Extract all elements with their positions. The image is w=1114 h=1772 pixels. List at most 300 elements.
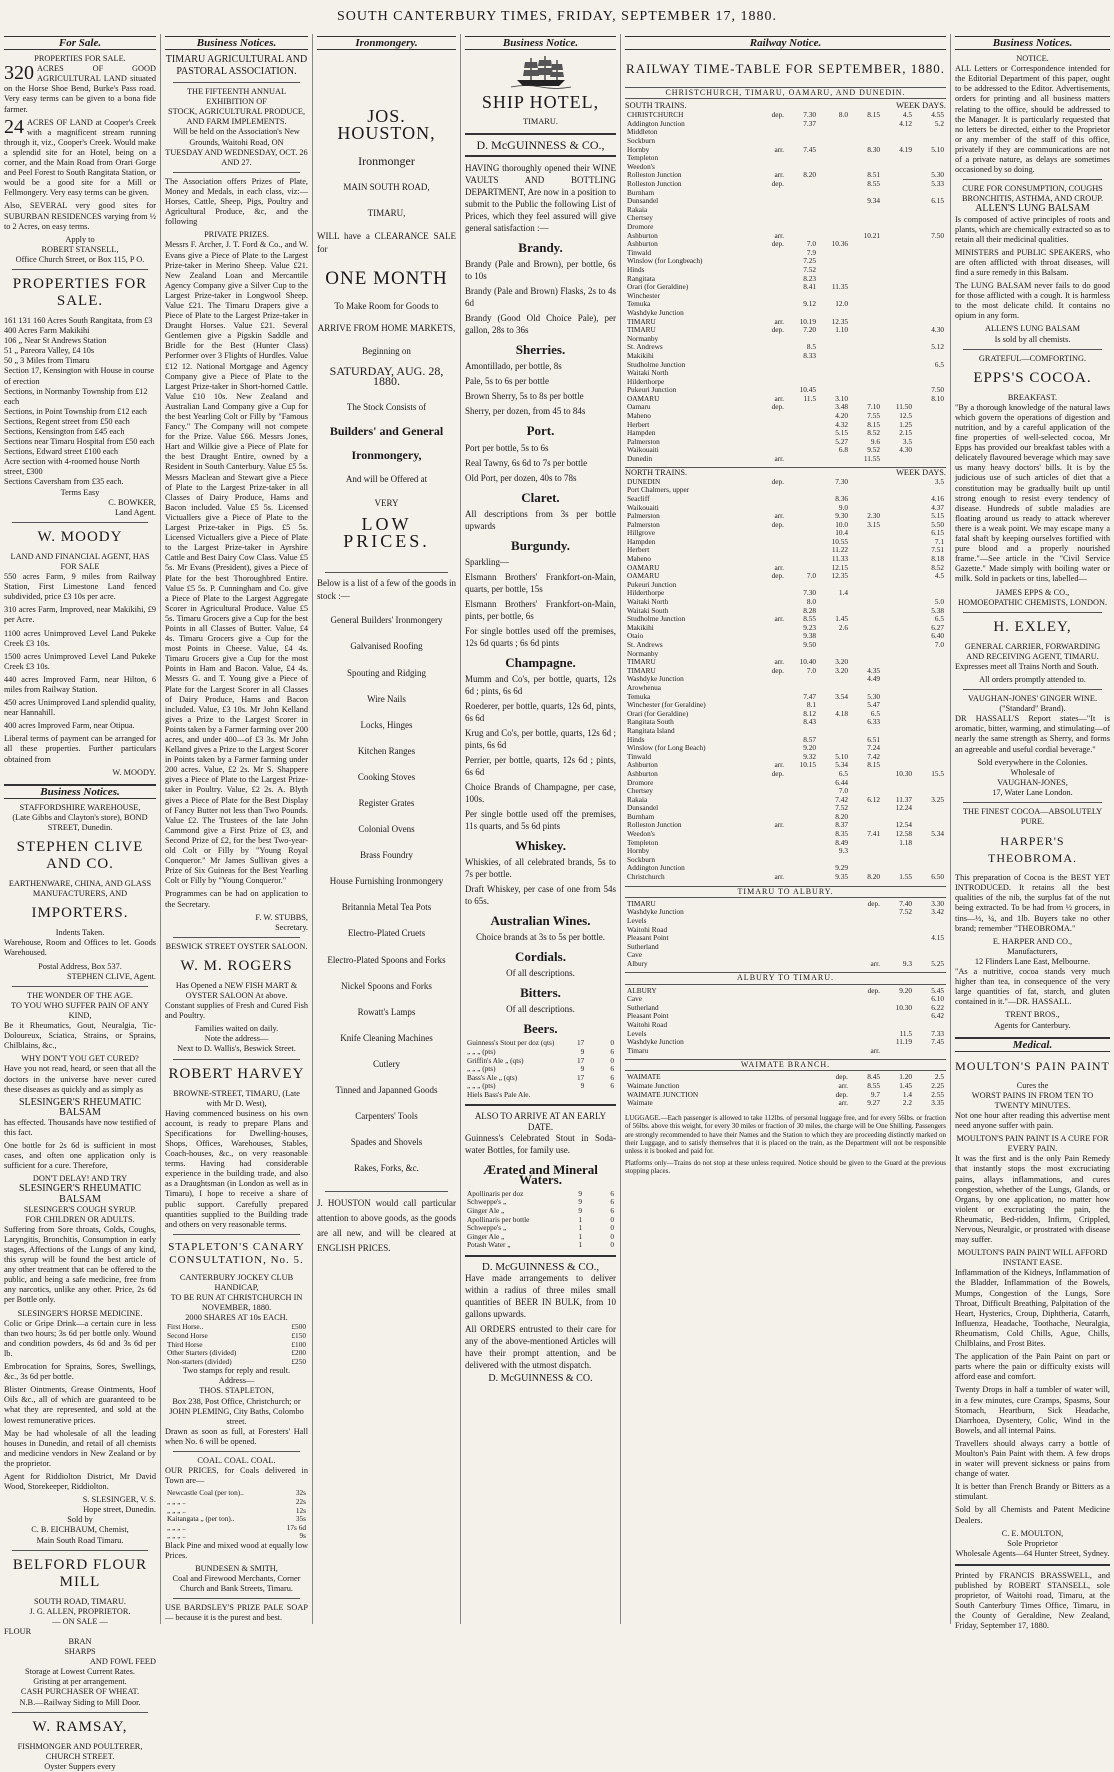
ad-signature: BUNDESEN & SMITH, xyxy=(195,1564,278,1574)
time-cell xyxy=(754,352,786,361)
ad-title: COAL. COAL. COAL. xyxy=(197,1456,276,1466)
time-cell xyxy=(882,504,914,513)
ad-text: Embrocation for Sprains, Sores, Swellings, &c., 3s 6d per bottle. xyxy=(4,1362,156,1382)
timetable-row xyxy=(625,727,946,736)
time-cell xyxy=(914,804,946,813)
timetable-row xyxy=(625,369,946,378)
timetable-row xyxy=(625,589,946,598)
ad-text: AND FOWL FEED xyxy=(89,1657,156,1667)
time-cell xyxy=(754,856,786,865)
beer-price-table xyxy=(465,1039,616,1099)
time-cell: 4.30 xyxy=(899,445,912,455)
masthead: SOUTH CANTERBURY TIMES, FRIDAY, SEPTEMBER 17, 1880. xyxy=(337,9,777,24)
ad-text: Black Pine and mixed wood at equally low Prices. xyxy=(165,1540,308,1560)
time-cell: 3.5 xyxy=(934,476,944,486)
column-railway xyxy=(620,34,950,1624)
time-cell xyxy=(914,727,946,736)
timetable-row xyxy=(625,120,946,129)
column-for-sale xyxy=(0,34,160,1771)
time-cell xyxy=(786,504,818,513)
list-item: For single bottles used off the premises, 12s 6d quarts ; 6s 6d pints xyxy=(465,625,616,648)
time-cell xyxy=(850,206,882,215)
ad-text: Apply to xyxy=(65,234,95,244)
time-cell: arr. xyxy=(838,1098,848,1108)
timetable-row xyxy=(625,529,946,538)
albury-timaru-table xyxy=(625,987,946,1056)
time-cell xyxy=(882,943,914,952)
time-cell: dep. xyxy=(771,179,784,189)
time-cell: 7.33 xyxy=(931,1028,944,1038)
time-cell xyxy=(914,701,946,710)
time-cell xyxy=(786,856,818,865)
time-cell xyxy=(882,615,914,624)
time-cell xyxy=(882,266,914,275)
time-cell: 8.49 xyxy=(835,837,848,847)
time-cell xyxy=(914,266,946,275)
time-cell: dep. xyxy=(835,1072,848,1082)
station-name: Hampden xyxy=(627,536,656,546)
timetable-row xyxy=(625,839,946,848)
time-cell xyxy=(754,275,786,284)
timetable-row xyxy=(625,318,946,327)
time-cell xyxy=(882,283,914,292)
time-cell xyxy=(850,128,882,137)
platforms-notice: Platforms only—Trains do not stop at these unless required. Notice should be given to the Guard at the previous stopping places. xyxy=(625,1158,946,1176)
property-list xyxy=(4,316,156,488)
table-row: Ginger Ale „ 9 6 xyxy=(467,1206,614,1216)
time-cell xyxy=(882,378,914,387)
list-item: Roederer, per bottle, quarts, 12s 6d, pints, 6s 6d xyxy=(465,700,616,723)
timetable-row xyxy=(625,598,946,607)
station-name: Pleasant Point xyxy=(627,933,669,943)
ad-text: Storage at Lowest Current Rates. xyxy=(25,1667,135,1677)
time-cell xyxy=(850,240,882,249)
time-cell xyxy=(914,438,946,447)
timetable-row xyxy=(625,960,946,969)
ad-subtitle: Ironmongery, xyxy=(351,448,422,463)
list-item: Tinned and Japanned Goods xyxy=(335,1085,438,1095)
time-cell xyxy=(818,369,850,378)
time-cell xyxy=(818,266,850,275)
station-name: Timaru xyxy=(627,1045,649,1055)
time-cell xyxy=(786,555,818,564)
timetable-row xyxy=(625,1047,946,1056)
time-cell xyxy=(786,796,818,805)
timetable-row xyxy=(625,214,946,223)
list-item: Sections Caversham from £35 each. xyxy=(4,477,124,487)
list-item: Of all descriptions. xyxy=(506,968,575,979)
time-cell xyxy=(818,223,850,232)
list-item: Sections, in Point Township from £12 each xyxy=(4,406,147,416)
time-cell xyxy=(882,300,914,309)
station-name: Templeton xyxy=(627,837,659,847)
time-cell: dep. xyxy=(771,519,784,529)
ad-subtitle: FISHMONGER AND POULTERER, CHURCH STREET. xyxy=(17,1741,143,1761)
timetable-row xyxy=(625,189,946,198)
time-cell: 8.28 xyxy=(803,605,816,615)
time-cell: 8.55 xyxy=(867,1081,880,1090)
list-item: Electro-Plated Spoons and Forks xyxy=(327,954,446,965)
list-item: Whiskies, of all celebrated brands, 5s to 7s per bottle. xyxy=(465,856,616,879)
section-title: Claret. xyxy=(521,489,560,505)
list-item: Locks, Hinges xyxy=(360,719,413,730)
time-cell xyxy=(754,779,786,788)
time-cell xyxy=(754,718,786,727)
time-cell: 6.50 xyxy=(931,872,944,882)
table-row: Newcastle Coal (per ton).. 32s xyxy=(167,1488,306,1498)
list-item: 1100 acres Unimproved Level Land Pukeke Creek £3 10s. xyxy=(4,628,156,648)
time-cell xyxy=(786,446,818,455)
station-name: Tinwald xyxy=(627,247,652,257)
ad-signature: F. W. STUBBS, xyxy=(255,912,308,922)
time-cell xyxy=(882,934,914,943)
time-cell: 7.52 xyxy=(899,907,912,917)
time-cell: 8.30 xyxy=(867,144,880,154)
time-cell: 7.25 xyxy=(803,256,816,266)
ad-title: ROBERT HARVEY xyxy=(168,1065,305,1082)
time-cell: 6.22 xyxy=(931,1002,944,1012)
timetable-row xyxy=(625,555,946,564)
time-cell xyxy=(850,624,882,633)
time-cell xyxy=(786,675,818,684)
time-cell: 5.30 xyxy=(867,691,880,701)
time-cell xyxy=(818,343,850,352)
time-cell: arr. xyxy=(774,872,784,882)
ad-text: Is sold by all chemists. xyxy=(994,334,1071,344)
section-heading: Business Notices. xyxy=(4,784,156,799)
station-name: OAMARU xyxy=(627,562,660,572)
ad-text: Messrs F. Archer, J. T. Ford & Co., and W. Evans give a Piece of Plate to the Largest Prize-taker in Merino Sheep. Value £21. New Zealand Loan and Mercantile Agency Company give a Silver Cup to the Largest Prize-taker in Longwool Sheep. Value £21. The Timaru Drapers give a Piece of Plate to the Largest Prize-taker in Draught Horses. Value £21. Several Gentlemen give a Pigskin Saddle and Bridle for the Best (Hunter Class) Performer over 3 Flights of Hurdles. Value £12 12. National Mortgage and Agency Company give a Piece of Plate to the Largest Prize-taker in Short-horned Cattle. Value £10 10s. New Zealand and Australian Land Company give a Cup for the best Yearling Colt or Filly by "Famous Fancy." The Company will not compete for the Prize. Value £66. Messrs Jones, Hart and Wilkie give a Piece of Plate for the best Draught Entire, owned by a Resident in South Canterbury. Value £5 5s. Messrs Maclean and Stewart give a Piece of Plate to the Largest Prize-taker in all Classes of Dairy Produce, Hams and Bacon included. Value £5 5s. Licensed Victuallers give a Piece of Plate to the Largest Prize-taker in Pigs. £5 5s. Licensed Victuallers give a Piece of Plate to the Largest Prize-taker in Ayrshire Cattle and Best Dairy Cow Class. Value £5 5s. Mr Evans (President), gives a Piece of Plate for the best Thoroughbred Entire. Value £5 5s. P. Cunningham and Co. give a Piece of Plate to the Largest Aggregate Scorer in Agricultural Produce. Value £5 5s. Timaru Grocers give a Cup for the best Points in all Classes of Butter. Value, £4 4s. Timaru Grocers give a Cup for the most Points in Cheese. Value, £4 4s. Timaru Grocers give a Cup for the most Points in Ham and Bacon. Value, £4 4s. Messrs G. and T. Young give a Piece of Plate for the Largest Scorer in all Classes of Dairy Produce, Hams and Bacon included. Value, £3 10s. Mr John Kelland gives a Prize to the Largest Scorer in Points taken by a Farmer farming over 200 acres, and under 400—of £3 3s. Mr John Kelland gives a Prize to the Largest Scorer in Points taken by a Farmer farming under 200 acres. Value, £2 2s. Mr S. Shappere gives a Piece of Plate to the Largest Prize-taker in Poultry. Value, £2 2s. A. Blyth gives a Piece of Plate for the Best Display of Fancy Butter not less than Two Pounds. Value £2. The Trustees of the late John Cammond give a First Prize of £3, and Second Prize of £2, for the best Two-year-old Colt or Filly by "Young Royal Conqueror." Mr James Sullivan gives a Prize of Six Guineas for the Best Yearling Colt or Filly by "Young Conqueror." xyxy=(165,240,308,886)
station-name: Sockburn xyxy=(627,136,655,146)
time-cell: 8.20 xyxy=(867,872,880,882)
ad-text: Gristing at per arrangement. xyxy=(33,1677,127,1687)
time-cell: 3.15 xyxy=(867,519,880,529)
time-cell xyxy=(882,223,914,232)
time-cell xyxy=(914,753,946,762)
list-item: Draft Whiskey, per case of one from 54s to 65s. xyxy=(465,883,616,906)
time-cell xyxy=(850,607,882,616)
time-cell xyxy=(850,257,882,266)
ship-icon xyxy=(511,54,571,88)
station-name: Hinds xyxy=(627,264,645,274)
time-cell xyxy=(786,486,818,495)
time-cell: 8.45 xyxy=(867,1072,880,1082)
ad-text: May be had wholesale of all the leading houses in Dunedin, and retail of all chemists and medicine vendors in New Zealand or by the proprietor. xyxy=(4,1428,156,1468)
station-name: Rolleston Junction xyxy=(627,179,682,189)
time-cell: arr. xyxy=(774,230,784,240)
station-name: Hilderthorpe xyxy=(627,376,665,386)
timetable-label: NORTH TRAINS. xyxy=(625,467,688,477)
station-name: Ashburton xyxy=(627,768,658,778)
ad-text: SHARPS xyxy=(64,1647,96,1657)
time-cell xyxy=(754,839,786,848)
time-cell: 8.0 xyxy=(806,597,816,607)
time-cell xyxy=(914,710,946,719)
time-cell: 4.19 xyxy=(899,144,912,154)
ad-subtitle: BREAKFAST. xyxy=(1007,392,1058,402)
station-name: Sutherland xyxy=(627,1002,659,1012)
time-cell: 8.37 xyxy=(835,820,848,830)
time-cell: 7.0 xyxy=(934,640,944,649)
list-item: Choice brands at 3s to 5s per bottle. xyxy=(476,932,605,943)
timetable-row xyxy=(625,154,946,163)
list-item: Amontillado, per bottle, 8s xyxy=(465,361,562,372)
list-item: Cutlery xyxy=(373,1058,400,1069)
list-item: Perrier, per bottle, quarts, 12s 6d ; pints, 6s 6d xyxy=(465,754,616,777)
ad-address: 17, Water Lane London. xyxy=(992,787,1073,797)
time-cell xyxy=(882,1047,914,1056)
time-cell xyxy=(754,727,786,736)
time-cell xyxy=(754,292,786,301)
time-cell: 2.2 xyxy=(902,1098,912,1108)
section-title: Port. xyxy=(526,423,555,439)
time-cell xyxy=(882,486,914,495)
time-cell xyxy=(818,455,850,464)
time-cell xyxy=(786,770,818,779)
time-cell xyxy=(786,813,818,822)
time-cell: 6.44 xyxy=(835,777,848,787)
list-item: Nickel Spoons and Forks xyxy=(341,980,432,991)
time-cell xyxy=(850,361,882,370)
time-cell: 3.25 xyxy=(931,794,944,804)
ad-title: H. EXLEY, xyxy=(993,618,1072,635)
time-cell: 9.7 xyxy=(870,1089,880,1099)
time-cell xyxy=(850,839,882,848)
timetable-row xyxy=(625,908,946,917)
time-cell xyxy=(914,206,946,215)
time-cell xyxy=(754,128,786,137)
list-item: Pale, 5s to 6s per bottle xyxy=(465,376,549,387)
ad-address: MAIN SOUTH ROAD, xyxy=(343,182,430,193)
time-cell xyxy=(882,598,914,607)
section-title: Bitters. xyxy=(520,985,561,1001)
section-title: Beers. xyxy=(523,1021,558,1037)
time-cell: 4.37 xyxy=(931,502,944,512)
timetable-route: ALBURY TO TIMARU. xyxy=(625,972,946,984)
table-row: Bass's Ale „ (qts) 17 6 xyxy=(467,1072,614,1082)
station-name: Burnham xyxy=(627,811,655,821)
time-cell xyxy=(850,779,882,788)
ad-title: W. MOODY xyxy=(37,528,123,545)
time-cell xyxy=(754,529,786,538)
time-cell xyxy=(818,137,850,146)
ad-text: "As a nutritive, cocoa stands very much higher than tea, in consequence of the very large quantities of fat, starch, and gluten contained in it."—DR. HASSALL. xyxy=(955,967,1110,1007)
time-cell: dep. xyxy=(771,325,784,335)
time-cell xyxy=(850,1004,882,1013)
ad-address: Coal and Firewood Merchants, Corner Church and Bank Streets, Timaru. xyxy=(172,1574,301,1594)
list-item: Spades and Shovels xyxy=(350,1137,423,1148)
time-cell xyxy=(818,352,850,361)
station-name: OAMARU xyxy=(627,571,660,581)
time-cell: arr. xyxy=(870,958,880,968)
time-cell xyxy=(882,455,914,464)
time-cell: arr. xyxy=(774,170,784,180)
ad-title: THE FINEST COCOA—ABSOLUTELY PURE. xyxy=(962,807,1103,827)
ad-text: Families waited on daily. xyxy=(194,1024,279,1034)
ad-number: 24 xyxy=(4,115,24,138)
time-cell: 8.55 xyxy=(867,179,880,189)
north-trains-table xyxy=(625,478,946,882)
time-cell: 11.33 xyxy=(831,554,848,564)
station-name: TIMARU xyxy=(627,325,656,335)
station-name: WAIMATE JUNCTION xyxy=(627,1089,699,1099)
ad-text: Land Agent. xyxy=(114,507,156,517)
time-cell: 9.0 xyxy=(838,502,848,512)
time-cell xyxy=(850,943,882,952)
list-item: 51 „ Pareora Valley, £4 10s xyxy=(4,346,95,356)
time-cell xyxy=(786,830,818,839)
time-cell xyxy=(754,214,786,223)
station-name: Waitohi Road xyxy=(627,1019,668,1029)
time-cell: 1.4 xyxy=(838,588,848,598)
time-cell: 4.15 xyxy=(931,933,944,943)
time-cell xyxy=(754,632,786,641)
time-cell xyxy=(882,361,914,370)
time-cell: 5.34 xyxy=(835,760,848,770)
ad-text: Indents Taken. xyxy=(55,928,105,938)
time-cell: 1.45 xyxy=(835,614,848,624)
ad-title: MOULTON'S PAIN PAINT xyxy=(955,1058,1110,1073)
station-name: Waitaki North xyxy=(627,597,669,607)
station-name: Dromore xyxy=(627,777,654,787)
timetable-row xyxy=(625,446,946,455)
time-cell: 7.50 xyxy=(931,230,944,240)
time-cell xyxy=(754,701,786,710)
timetable-row xyxy=(625,128,946,137)
time-cell: 9.38 xyxy=(803,631,816,641)
ad-text: WHY DON'T YOU GET CURED? xyxy=(21,1054,139,1064)
time-cell xyxy=(754,598,786,607)
list-item: 400 acres Improved Farm, near Otipua. xyxy=(4,721,135,731)
time-cell: 8.15 xyxy=(867,419,880,429)
time-cell: 11.50 xyxy=(895,402,912,412)
station-name: Sutherland xyxy=(627,941,659,951)
station-name: Chertsey xyxy=(627,786,653,796)
time-cell xyxy=(914,839,946,848)
time-cell xyxy=(818,197,850,206)
time-cell: 12.15 xyxy=(831,562,848,572)
station-name: Temuka xyxy=(627,691,651,701)
time-cell xyxy=(786,821,818,830)
time-cell: arr. xyxy=(774,657,784,667)
station-name: Weedon's xyxy=(627,161,655,171)
time-cell: 12.58 xyxy=(895,829,912,839)
ad-text: "By a thorough knowledge of the natural laws which govern the operations of digestion and nutrition, and by a careful application of the fine properties of well-selected cocoa, Mr Epps has provided our breakfast tables with a delicately flavoured beverage which may save us many heavy doctors' bills. It is by the judicious use of such articles of diet that a constitution may be gradually built up until strong enough to resist every tendency of disease. Hundreds of subtle maladies are floating around us ready to attack wherever there is a weak point. We may escape many a fatal shaft by keeping ourselves fortified with pure blood and a properly nourished frame."—See article in the "Civil Service Gazette." Made simply with boiling water or milk. Sold in packets or tins, labelled— xyxy=(955,402,1110,584)
station-name: Rangitata xyxy=(627,273,655,283)
list-item: Sections, Kensington from £45 each xyxy=(4,427,125,436)
time-cell: arr. xyxy=(774,820,784,830)
time-cell: 11.5 xyxy=(899,1028,912,1038)
ad-text: And will be Offered at xyxy=(345,474,428,485)
time-cell: 1.25 xyxy=(899,419,912,429)
ad-text: All orders promptly attended to. xyxy=(979,674,1086,684)
time-cell xyxy=(882,292,914,301)
time-cell: 7.52 xyxy=(803,264,816,274)
time-cell xyxy=(882,607,914,616)
section-title: Brandy. xyxy=(518,240,563,256)
timetable-row xyxy=(625,632,946,641)
time-cell xyxy=(850,934,882,943)
ad-title: TO YOU WHO SUFFER PAIN OF ANY KIND, xyxy=(11,1000,149,1020)
timetable-row xyxy=(625,943,946,952)
ad-text: Not one hour after reading this advertise ment need anyone suffer with pain. xyxy=(955,1110,1110,1131)
ad-title: IMPORTERS. xyxy=(31,905,129,922)
time-cell xyxy=(850,283,882,292)
time-cell xyxy=(882,1012,914,1021)
ad-title: SLESINGER'S HORSE MEDICINE. xyxy=(17,1308,143,1318)
station-name: TIMARU xyxy=(627,898,656,908)
station-name: Studholme Junction xyxy=(627,614,686,624)
time-cell xyxy=(882,581,914,590)
station-name: Pleasant Point xyxy=(627,1011,669,1021)
timetable-row xyxy=(625,1091,946,1100)
time-cell xyxy=(818,154,850,163)
time-cell xyxy=(786,864,818,873)
ad-text: Colic or Gripe Drink—a certain cure in less than two hours; 3s 6d per bottle only. Wound and condition powders, 4s 6d and 3s 6d per lb. xyxy=(4,1318,156,1358)
time-cell xyxy=(786,521,818,530)
time-cell xyxy=(882,163,914,172)
time-cell xyxy=(882,856,914,865)
list-item: 50 „ 3 Miles from Timaru xyxy=(4,356,90,366)
timetable-row xyxy=(625,240,946,249)
ad-subtitle: Ironmonger xyxy=(358,154,415,169)
time-cell: 10.30 xyxy=(895,768,912,778)
time-cell: 1.45 xyxy=(899,1081,912,1090)
table-row: Hiels Bass's Pale Ale. xyxy=(467,1089,531,1099)
ad-subtitle: STOCK, AGRICULTURAL PRODUCE, AND FARM IMPLEMENTS. xyxy=(167,107,306,127)
ad-text: Wholesale of xyxy=(1010,767,1055,777)
ad-text: The application of the Pain Paint on part or parts where the pain or difficulty exists will afford ease and comfort. xyxy=(955,1352,1110,1382)
time-cell: 8.36 xyxy=(835,493,848,503)
time-cell xyxy=(754,378,786,387)
time-cell: 12.54 xyxy=(895,820,912,830)
time-cell: 3.48 xyxy=(835,402,848,412)
time-cell: 5.15 xyxy=(931,511,944,521)
ad-subtitle: TUESDAY AND WEDNESDAY, OCT. 26 AND 27. xyxy=(165,147,308,167)
time-cell: 12.35 xyxy=(831,316,848,326)
time-cell: 2.55 xyxy=(931,1089,944,1099)
list-item: Sections, Edward street £100 each xyxy=(4,447,119,457)
ad-title: LOW PRICES. xyxy=(343,514,430,552)
time-cell: 8.57 xyxy=(803,734,816,744)
table-row: Apollinaris per bottle 1 0 xyxy=(467,1214,614,1224)
time-cell xyxy=(818,249,850,258)
list-item: Brandy (Good Old Choice Pale), per gallon, 28s to 36s xyxy=(465,313,616,336)
list-item: Knife Cleaning Machines xyxy=(340,1032,433,1043)
time-cell: 11.22 xyxy=(831,545,848,555)
time-cell xyxy=(754,361,786,370)
time-cell: 8.41 xyxy=(803,282,816,292)
station-name: TIMARU xyxy=(627,316,656,326)
ad-title: HARPER'S THEOBROMA. xyxy=(987,834,1077,866)
timetable-row xyxy=(625,1012,946,1021)
time-cell xyxy=(754,249,786,258)
list-item: 400 Acres Farm Makikihi xyxy=(4,326,90,336)
time-cell xyxy=(818,675,850,684)
time-cell xyxy=(882,128,914,137)
station-name: Oamaru xyxy=(627,402,651,412)
ad-text: One bottle for 2s 6d is sufficient in most cases, and often one application only is sufficient for a cure. Therefore, xyxy=(4,1141,156,1171)
time-cell xyxy=(914,446,946,455)
list-item: Acre section with 4-roomed house North street, £300 xyxy=(4,457,140,477)
station-name: Templeton xyxy=(627,153,659,163)
time-cell: 5.2 xyxy=(934,118,944,128)
time-cell: 1.20 xyxy=(899,1072,912,1082)
time-cell xyxy=(914,154,946,163)
station-name: Otaio xyxy=(627,631,644,641)
list-item: Rowatt's Lamps xyxy=(357,1006,416,1017)
time-cell xyxy=(818,180,850,189)
